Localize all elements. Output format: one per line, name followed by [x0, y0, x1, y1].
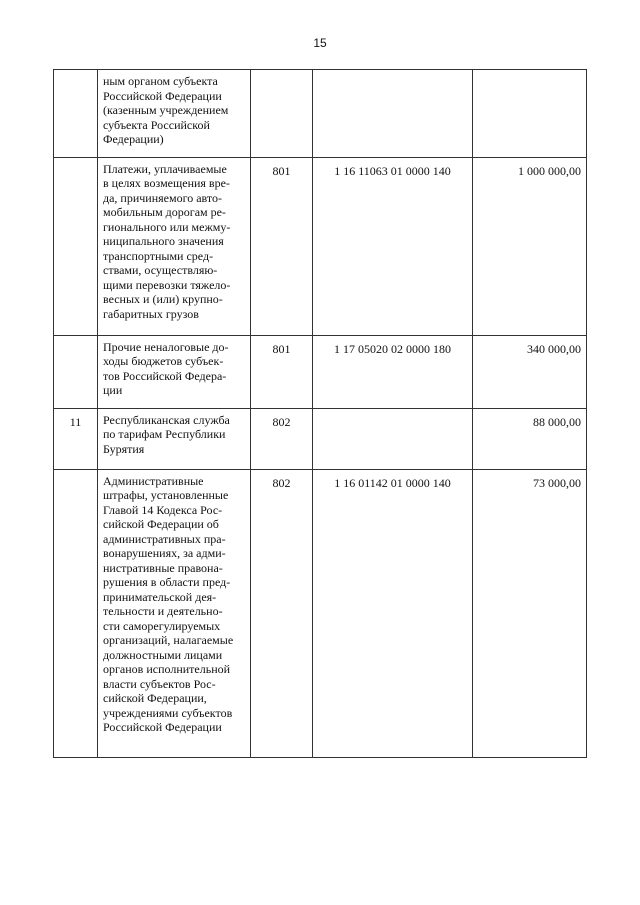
admin-code: 802 [251, 408, 313, 469]
admin-code [251, 70, 313, 158]
amount: 1 000 000,00 [473, 157, 587, 335]
row-number [54, 469, 98, 757]
revenue-name: ным органом субъекта Российской Федерации (казенным учреждением субъекта Российской Федерации) [98, 70, 251, 158]
budget-classification-code [313, 70, 473, 158]
table-row [54, 469, 587, 757]
revenue-name: Административные штрафы, установленные Главой 14 Кодекса Рос- сийской Федерации об административных пра- вонарушениях, за адми- нистративные правона- рушения в области пред- принимательской дея- тельности и деятельно- сти саморегулируемых организаций, налагаемые должностными лицами органов исполнительной власти субъектов Рос- сийской Федерации, учреждениями субъектов Российской Федерации [98, 469, 251, 757]
table-row [54, 335, 587, 408]
revenue-table [53, 69, 587, 758]
revenue-name: Республиканская служба по тарифам Республики Бурятия [98, 408, 251, 469]
row-number [54, 157, 98, 335]
budget-classification-code: 1 16 11063 01 0000 140 [313, 157, 473, 335]
row-number [54, 70, 98, 158]
budget-classification-code: 1 16 01142 01 0000 140 [313, 469, 473, 757]
amount: 88 000,00 [473, 408, 587, 469]
amount: 340 000,00 [473, 335, 587, 408]
table-row [54, 157, 587, 335]
row-number [54, 335, 98, 408]
amount: 73 000,00 [473, 469, 587, 757]
revenue-name: Платежи, уплачиваемые в целях возмещения вре- да, причиняемого авто- мобильным дорогам ре- гионального или межму- ниципального значения транспортными сред- ствами, осуществляю- щими перевозки тяжело- весных и (или) крупно- габаритных грузов [98, 157, 251, 335]
page-number: 15 [313, 36, 327, 50]
budget-classification-code: 1 17 05020 02 0000 180 [313, 335, 473, 408]
admin-code: 802 [251, 469, 313, 757]
table-row [54, 70, 587, 158]
admin-code: 801 [251, 335, 313, 408]
row-number: 11 [54, 408, 98, 469]
amount [473, 70, 587, 158]
admin-code: 801 [251, 157, 313, 335]
table-row [54, 408, 587, 469]
revenue-name: Прочие неналоговые до- ходы бюджетов субъек- тов Российской Федера- ции [98, 335, 251, 408]
budget-classification-code [313, 408, 473, 469]
